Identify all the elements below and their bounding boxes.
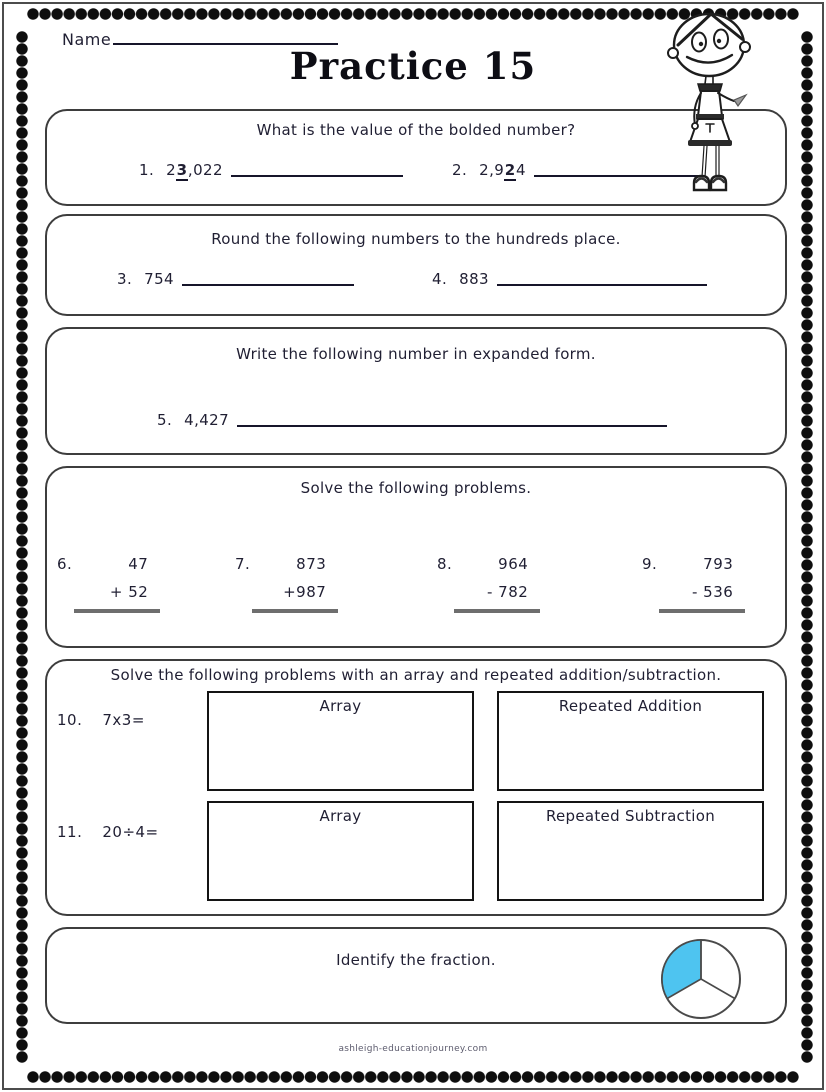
answer-line[interactable] — [252, 609, 338, 613]
bolded-digit: 3 — [176, 161, 188, 179]
section-expanded-form — [45, 327, 787, 455]
repeated-subtraction-box[interactable] — [497, 801, 764, 901]
question-number: 6. — [57, 555, 73, 573]
girl-illustration — [653, 4, 771, 200]
dotted-border-bottom — [27, 1071, 799, 1083]
question-value-post: 4 — [516, 161, 526, 179]
name-label: Name — [62, 30, 112, 49]
question-11 — [57, 823, 159, 841]
question-4 — [432, 270, 707, 288]
problem-8 — [437, 550, 528, 613]
box-label: Array — [319, 697, 362, 715]
page-title: Practice 15 — [289, 44, 537, 88]
operand-top: 793 — [703, 555, 734, 573]
question-10 — [57, 711, 145, 729]
section-array — [45, 659, 787, 916]
question-1 — [139, 161, 403, 179]
question-5 — [157, 411, 667, 429]
box-label: Repeated Addition — [558, 697, 703, 715]
fraction-pie-chart — [659, 937, 743, 1021]
question-number: 5. — [157, 411, 173, 429]
repeated-addition-box[interactable] — [497, 691, 764, 791]
question-number: 9. — [642, 555, 658, 573]
answer-line[interactable] — [454, 609, 540, 613]
question-value-post: ,022 — [187, 161, 223, 179]
question-number: 3. — [117, 270, 133, 288]
section-prompt: Write the following number in expanded form. — [236, 345, 596, 363]
question-3 — [117, 270, 354, 288]
question-number: 2. — [452, 161, 468, 179]
dotted-border-left — [16, 31, 28, 1063]
question-number: 4. — [432, 270, 448, 288]
dotted-border-right — [801, 31, 813, 1063]
problem-6 — [57, 550, 148, 613]
question-value-pre: 2,9 — [479, 161, 505, 179]
section-prompt: Identify the fraction. — [336, 951, 496, 969]
section-fraction — [45, 927, 787, 1024]
operand-bottom: - 782 — [487, 583, 529, 601]
name-blank[interactable] — [113, 28, 338, 45]
question-value: 883 — [459, 270, 489, 288]
question-number: 7. — [235, 555, 251, 573]
answer-blank[interactable] — [237, 411, 667, 427]
section-rounding — [45, 214, 787, 316]
answer-blank[interactable] — [231, 161, 403, 177]
question-number: 11. — [57, 823, 83, 841]
answer-line[interactable] — [659, 609, 745, 613]
question-number: 1. — [139, 161, 155, 179]
answer-line[interactable] — [74, 609, 160, 613]
answer-blank[interactable] — [182, 270, 354, 286]
section-prompt: Solve the following problems with an array and repeated addition/subtraction. — [110, 666, 722, 684]
array-box-11[interactable] — [207, 801, 474, 901]
question-value-pre: 2 — [166, 161, 177, 179]
operand-bottom: +987 — [283, 583, 327, 601]
question-value: 754 — [144, 270, 174, 288]
question-value: 4,427 — [184, 411, 230, 429]
box-label: Repeated Subtraction — [545, 807, 716, 825]
problem-7 — [235, 550, 326, 613]
operand-top: 873 — [296, 555, 327, 573]
operand-top: 47 — [128, 555, 149, 573]
section-solve — [45, 466, 787, 648]
question-expression: 20÷4= — [102, 823, 159, 841]
operand-bottom: + 52 — [109, 583, 149, 601]
operand-bottom: - 536 — [692, 583, 734, 601]
array-box-10[interactable] — [207, 691, 474, 791]
section-prompt: Round the following numbers to the hundreds place. — [211, 230, 621, 248]
problem-9 — [642, 550, 733, 613]
answer-blank[interactable] — [497, 270, 707, 286]
bolded-digit: 2 — [504, 161, 516, 179]
section-prompt: What is the value of the bolded number? — [256, 121, 576, 139]
section-prompt: Solve the following problems. — [300, 479, 532, 497]
operand-top: 964 — [498, 555, 529, 573]
footer-credit: ashleigh-educationjourney.com — [338, 1044, 488, 1054]
question-number: 10. — [57, 711, 83, 729]
box-label: Array — [319, 807, 362, 825]
question-number: 8. — [437, 555, 453, 573]
question-expression: 7x3= — [102, 711, 145, 729]
